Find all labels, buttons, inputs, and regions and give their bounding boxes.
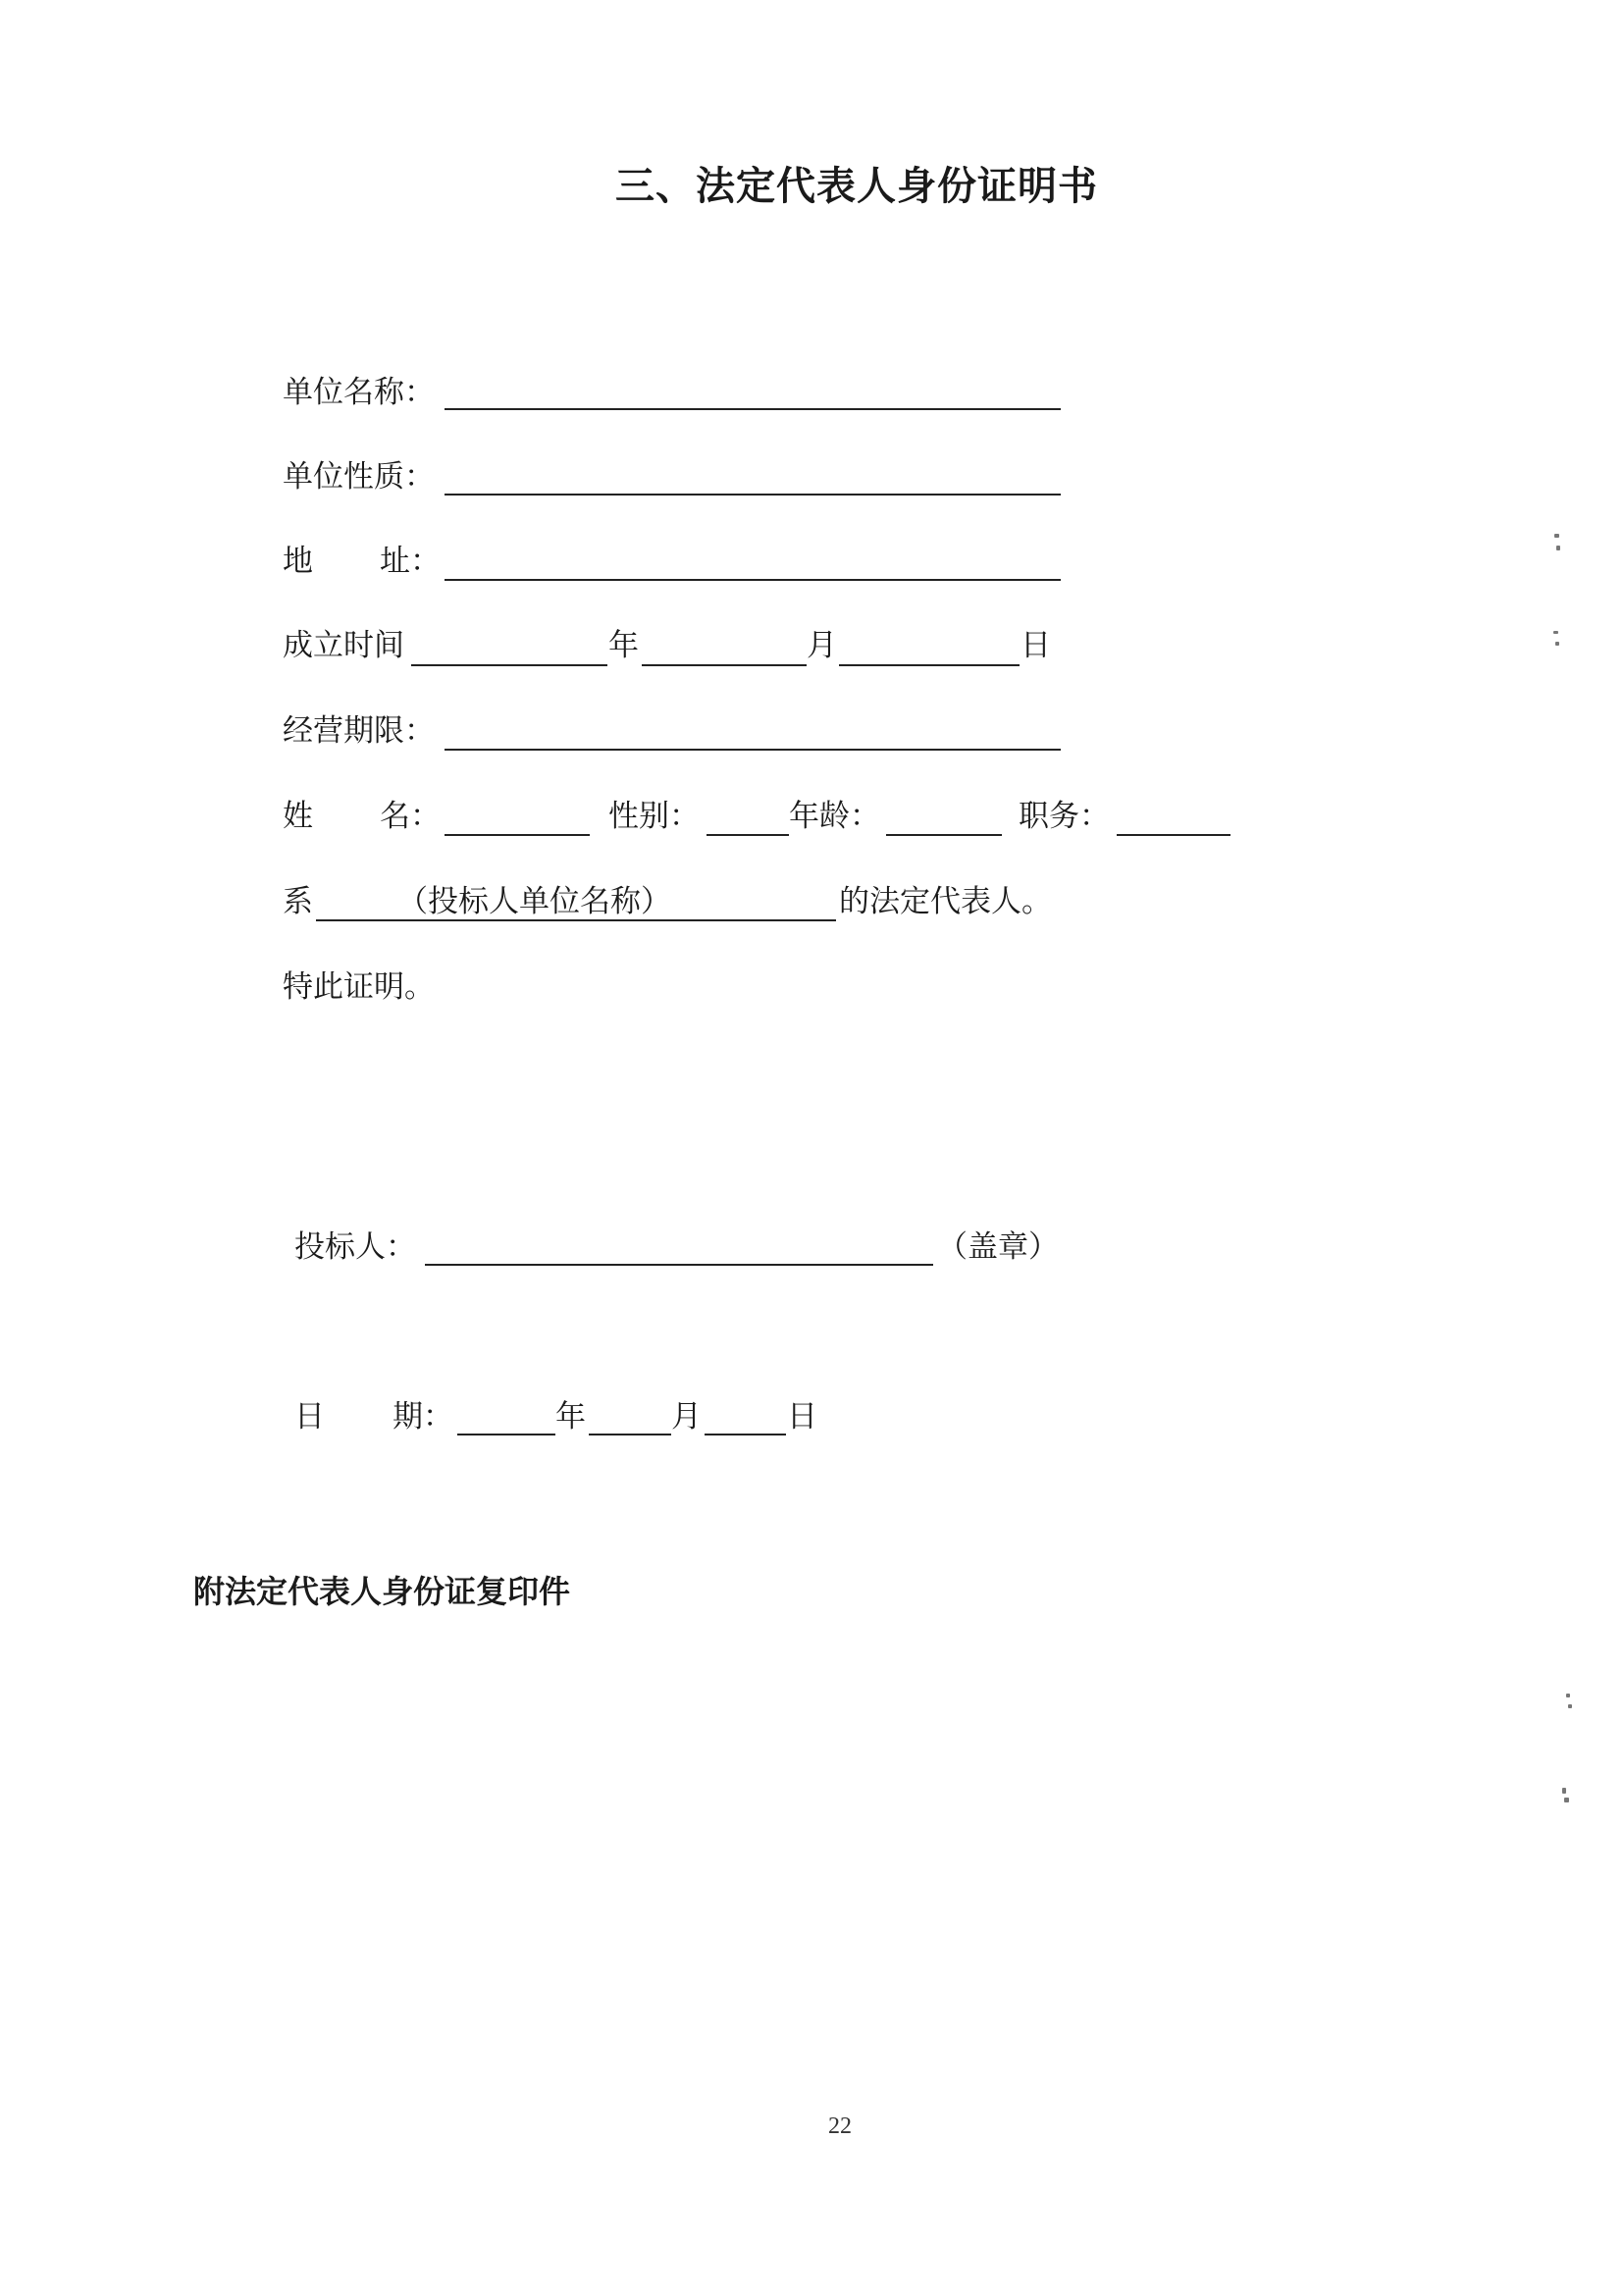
unit-nature-label: 单位性质： <box>283 459 435 495</box>
name-label-char1: 姓 <box>283 799 313 834</box>
scan-speck <box>1553 631 1558 634</box>
scan-speck <box>1566 1694 1570 1697</box>
date-label-char2: 期： <box>393 1399 453 1435</box>
position-label: 职务： <box>1019 799 1110 834</box>
unit-name-field[interactable] <box>445 408 1061 410</box>
established-day-field[interactable] <box>839 664 1020 666</box>
statement-prefix: 系 <box>283 884 313 919</box>
term-label: 经营期限： <box>283 713 435 749</box>
scan-speck <box>1555 642 1559 646</box>
unit-nature-field[interactable] <box>445 494 1061 496</box>
attachment-heading: 附法定代表人身份证复印件 <box>193 1573 571 1610</box>
scan-speck <box>1556 546 1560 550</box>
age-label: 年龄： <box>789 799 880 834</box>
date-day-field[interactable] <box>705 1434 786 1435</box>
age-field[interactable] <box>886 834 1002 836</box>
date-label-char1: 日 <box>294 1399 325 1435</box>
date-month-field[interactable] <box>589 1434 671 1435</box>
scan-speck <box>1564 1798 1569 1802</box>
established-day-label: 日 <box>1021 628 1051 663</box>
scan-speck <box>1554 534 1559 538</box>
date-year-label: 年 <box>555 1399 586 1435</box>
scan-speck <box>1568 1704 1572 1708</box>
unit-name-label: 单位名称： <box>283 375 435 410</box>
gender-label: 性别： <box>608 799 700 834</box>
certify-text: 特此证明。 <box>283 969 435 1005</box>
bidder-name-field[interactable] <box>316 919 836 921</box>
date-year-field[interactable] <box>457 1434 555 1435</box>
date-month-label: 月 <box>671 1399 702 1435</box>
seal-label: （盖章） <box>937 1229 1059 1265</box>
page-number: 22 <box>828 2113 852 2139</box>
established-month-label: 月 <box>807 628 837 663</box>
bidder-signature-field[interactable] <box>425 1264 933 1266</box>
gender-field[interactable] <box>707 834 789 836</box>
address-field[interactable] <box>445 579 1061 581</box>
scan-speck <box>1562 1788 1566 1794</box>
address-label-char1: 地 <box>283 544 313 579</box>
name-field[interactable] <box>445 834 590 836</box>
bidder-name-placeholder: （投标人单位名称） <box>397 884 671 919</box>
established-year-field[interactable] <box>411 664 607 666</box>
address-label-char2: 址： <box>380 544 441 579</box>
established-label: 成立时间 <box>283 628 404 663</box>
bidder-label: 投标人： <box>294 1229 416 1265</box>
name-label-char2: 名： <box>380 799 441 834</box>
page-title: 三、法定代表人身份证明书 <box>615 163 1098 209</box>
position-field[interactable] <box>1117 834 1230 836</box>
date-day-label: 日 <box>787 1399 817 1435</box>
statement-suffix: 的法定代表人。 <box>839 884 1052 919</box>
established-month-field[interactable] <box>642 664 807 666</box>
term-field[interactable] <box>445 749 1061 751</box>
established-year-label: 年 <box>608 628 639 663</box>
